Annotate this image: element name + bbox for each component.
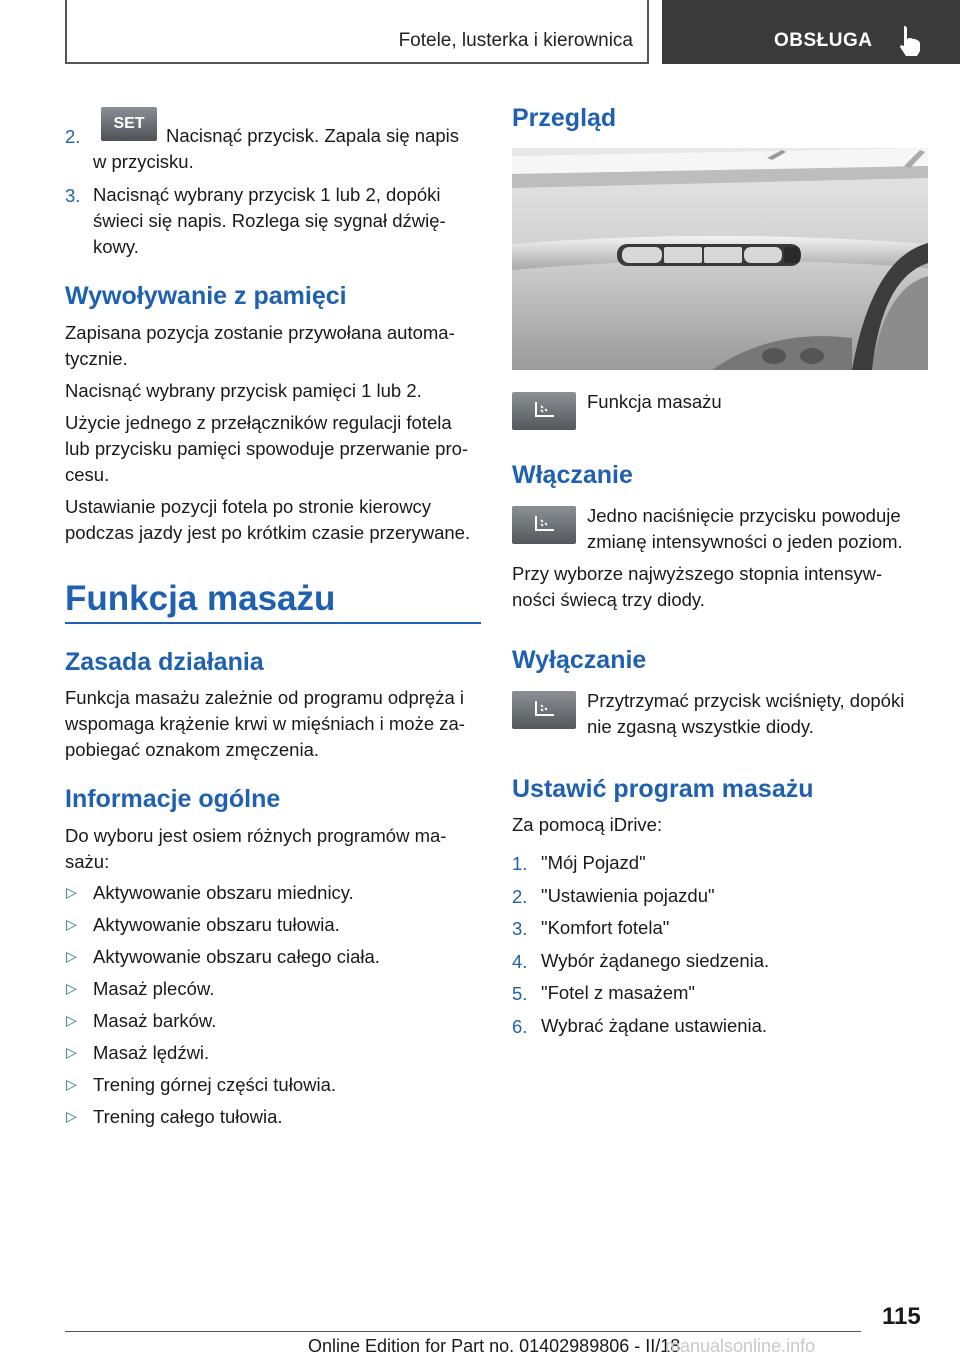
paragraph-line: tycznie. [65,348,128,369]
step-text: w przycisku. [93,151,194,172]
section-heading: Zasada działania [65,648,264,676]
step-number: 5. [512,983,528,1004]
footer-watermark: manualsonline.info [665,1336,816,1356]
paragraph-line: Zapisana pozycja zostanie przywołana automa- [65,322,455,343]
bullet-item: Masaż pleców. [93,978,215,999]
bullet-item: Aktywowanie obszaru całego ciała. [93,946,380,967]
paragraph-line: podczas jazdy jest po krótkim czasie przerywane. [65,522,471,543]
section-heading: Informacje ogólne [65,785,281,813]
step-number: 6. [512,1015,528,1037]
set-button-icon: SET [101,107,157,141]
massage-seat-icon [532,400,556,422]
bullet-marker: ▷ [66,916,77,932]
bullet-marker: ▷ [66,1076,77,1092]
header-chapter-tab [662,0,960,64]
paragraph-line: Użycie jednego z przełączników regulacji fotela [65,412,452,433]
paragraph-line: wspomaga krążenie krwi w mięśniach i może za- [65,713,465,734]
paragraph-line: pobiegać oznakom zmęczenia. [65,739,320,760]
step-text: Nacisnąć przycisk. Zapala się napis [166,125,460,146]
step-number: 3. [65,185,81,206]
section-heading: Włączanie [512,461,633,489]
step-text: "Fotel z masażem" [541,982,695,1003]
paragraph-line: Jedno naciśnięcie przycisku powoduje [587,505,901,526]
paragraph-line: Za pomocą iDrive: [512,814,663,835]
chapter-title: Funkcja masażu [65,579,336,618]
paragraph-line: nie zgasną wszystkie diody. [587,716,814,737]
bullet-marker: ▷ [66,1108,77,1124]
step-number: 4. [512,950,528,972]
step-number: 2. [512,885,528,907]
massage-seat-icon [532,699,556,721]
bullet-item: Trening całego tułowia. [93,1106,283,1127]
massage-button-icon [512,506,576,544]
step-number: 3. [512,918,528,939]
step-text: świeci się napis. Rozlega się sygnał dźwię- [93,210,446,231]
step-text: "Ustawienia pojazdu" [541,884,715,906]
step-text: "Komfort fotela" [541,917,670,938]
footer-edition: Online Edition for Part no. 01402989806 - II/18 [308,1336,681,1356]
paragraph-line: Do wyboru jest osiem różnych programów ma- [65,825,447,846]
bullet-marker: ▷ [66,1012,77,1028]
paragraph-line: Przytrzymać przycisk wciśnięty, dopóki [587,690,905,711]
bullet-marker: ▷ [66,1044,77,1060]
paragraph-line: Nacisnąć wybrany przycisk pamięci 1 lub 2. [65,380,422,401]
bullet-item: Aktywowanie obszaru tułowia. [93,914,340,935]
paragraph-line: ności świecą trzy diody. [512,589,705,610]
paragraph-line: Funkcja masażu zależnie od programu odpręża i [65,687,464,708]
step-text: Nacisnąć wybrany przycisk 1 lub 2, dopóki [93,184,441,205]
bullet-item: Aktywowanie obszaru miednicy. [93,882,354,903]
bullet-marker: ▷ [66,948,77,964]
paragraph-line: cesu. [65,464,110,485]
step-text: Wybór żądanego siedzenia. [541,949,770,971]
hand-pointer-icon [898,24,926,58]
massage-button-icon [512,392,576,430]
header-section-title: Fotele, lusterka i kierownica [398,30,633,51]
bullet-marker: ▷ [66,980,77,996]
section-heading: Przegląd [512,104,617,132]
bullet-item: Masaż barków. [93,1010,217,1031]
massage-seat-icon [532,514,556,536]
step-number: 2. [65,126,81,147]
door-panel-photo [512,148,928,370]
chapter-title-rule [65,622,481,624]
paragraph-line: Przy wyborze najwyższego stopnia intensyw- [512,563,883,584]
bullet-item: Masaż lędźwi. [93,1042,210,1063]
paragraph-line: Ustawianie pozycji fotela po stronie kierowcy [65,496,432,517]
header-section-box [65,0,649,64]
section-heading: Wyłączanie [512,646,647,674]
icon-caption: Funkcja masażu [587,391,722,412]
step-number: 1. [512,853,528,874]
header-chapter-label: OBSŁUGA [774,30,873,51]
paragraph-line: lub przycisku pamięci spowoduje przerwanie pro- [65,438,469,459]
paragraph-line: zmianę intensywności o jeden poziom. [587,531,903,552]
page-number: 115 [882,1303,921,1330]
section-heading: Wywoływanie z pamięci [65,282,347,310]
footer-rule [65,1331,861,1332]
step-text: Wybrać żądane ustawienia. [541,1014,768,1036]
massage-button-icon [512,691,576,729]
step-text: "Mój Pojazd" [541,852,646,873]
paragraph-line: sażu: [65,851,110,872]
bullet-marker: ▷ [66,884,77,900]
step-text: kowy. [93,236,139,257]
section-heading: Ustawić program masażu [512,775,814,803]
bullet-item: Trening górnej części tułowia. [93,1074,337,1095]
